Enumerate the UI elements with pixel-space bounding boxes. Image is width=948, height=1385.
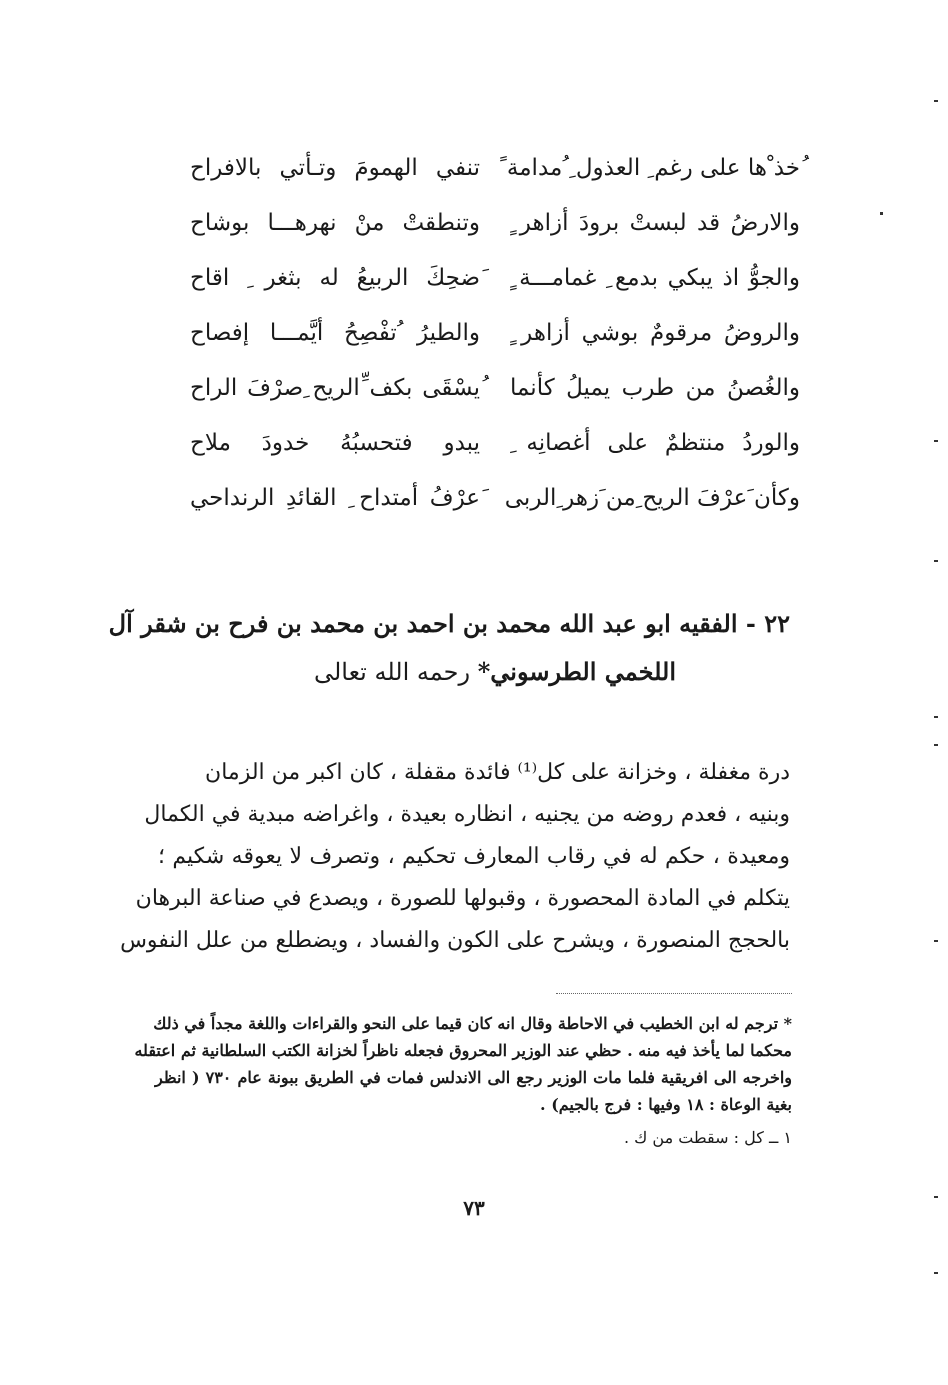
footnote-line: واخرجه الى افريقية فلما مات الوزير رجع الى الاندلس فمات في الطريق ببونة عام ٧٣٠ ( انظر [155,1068,793,1087]
hemistich-second: تنفي الهمومَ وتـأتي بالافراح [190,154,480,181]
verse [190,415,800,470]
body-line: يتكلم في المادة المحصورة ، وقبولها للصورة ، ويصدع في صناعة البرهان [135,886,790,911]
page-number: ٧٣ [463,1196,485,1220]
poem [190,140,800,525]
hemistich-second: وتنطقتْ منْ نهرهـــا بوشاح [190,209,480,236]
scan-speck [934,440,938,442]
hemistich-second: يبدو فتحسبُهُ خدودَ ملاح [190,429,480,456]
verse [190,195,800,250]
verse [190,360,800,415]
body-line: ومعيدة ، حكم له في رقاب المعارف تحكيم ، وتصرف لا يعوقه شكيم ؛ [158,844,790,869]
hemistich-second: َضحِكَ الربيعُ له بثغر ِ اقاح [190,264,480,291]
scan-speck [934,940,938,942]
hemistich-second: والطيرُ ُتفْصِحُ أيَّمـــا إفصاح [190,319,480,346]
hemistich-first: والوردُ منتظمٌ على أغصانِه ِ [510,429,800,456]
footnote-reference: ١ ــ كل : سقطت من ك . [623,1128,792,1147]
scan-speck [934,716,938,718]
scan-speck [934,1272,938,1274]
verse [190,250,800,305]
hemistich-first: والروضُ مرقومٌ بوشي أزاهر ٍ [510,319,800,346]
hemistich-first: ُخذ ْها على رغم ِ العذول ِ ُمدامة ً [500,154,800,181]
scan-speck [934,1196,938,1198]
body-paragraph [120,752,790,962]
heading-name: اللخمي الطرسوني* [477,657,677,686]
footnote-divider [556,993,792,994]
hemistich-second: ُيسْقَى بكف ِّالريح ِصرْفَ الراح [190,374,480,401]
hemistich-first: والغُصنُ من طرب يميلُ كأنما [510,374,800,401]
body-line: بالحجج المنصورة ، ويشرح على الكون والفساد ، ويضطلع من علل النفوس [120,928,790,953]
scan-speck [934,744,938,746]
verse [190,470,800,525]
footnotes [134,1010,793,1151]
verse [190,140,800,195]
section-heading [108,600,790,696]
verse [190,305,800,360]
hemistich-first: والجوُّ اذ يبكي بدمع ِ غمامـــة ٍ [510,264,800,291]
footnote-line: بغية الوعاة : ١٨ وفيها : فرج بالجيم) . [540,1095,792,1114]
body-line: درة مغفلة ، وخزانة على كل⁽¹⁾ فائدة مقفلة ، كان اكبر من الزمان [205,760,790,785]
footnote-line: * ترجم له ابن الخطيب في الاحاطة وقال انه كان قيما على النحو والقراءات واللغة مجداً في ذلك [153,1014,792,1033]
scan-speck [934,560,938,562]
body-line: وبنيه ، فعدم روضه من يجنيه ، انظاره بعيدة ، واغراضه مبدية في الكمال [144,802,790,827]
heading-blessing: رحمه الله تعالى [313,658,478,686]
scan-speck [934,100,938,102]
heading-title: ٢٢ - الفقيه ابو عبد الله محمد بن احمد بن محمد بن فرح بن شقر آل [108,609,790,638]
footnote-line: محكما لما يأخذ فيه منه . حظي عند الوزير المحروق فجعله ناظراً لخزانة الكتب السلطانية ثم اعتقله [134,1041,792,1060]
heading-subtitle [200,648,790,696]
hemistich-first: والارضُ قد لبستْ برودَ أزاهر ٍ [510,209,800,236]
hemistich-second: َعرْفُ أمتداح ِ القائدِ الرنداحي [190,484,480,511]
scan-speck [880,212,883,215]
hemistich-first: وكأن َعرْفَ الريح ِمن َزهر ِالربى [504,484,800,511]
